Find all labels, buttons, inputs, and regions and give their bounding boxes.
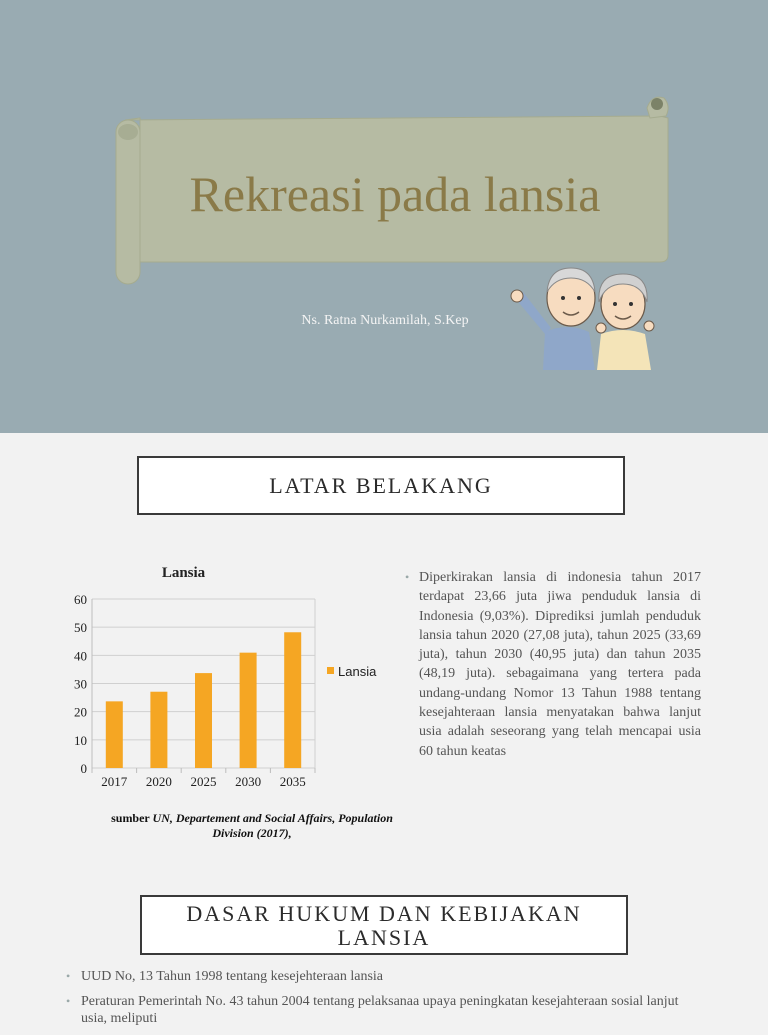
list-item: • Peraturan Pemerintah No. 43 tahun 2004 tentang pelaksanaa upaya peningkatan kesejahteraan sosial lanjut usia, meliputi [66, 993, 706, 1027]
source-prefix: sumber [111, 811, 153, 825]
elderly-couple-illustration [505, 262, 665, 370]
lansia-bar-chart [60, 555, 400, 795]
legend-swatch [327, 667, 334, 674]
section-title-latar-belakang: LATAR BELAKANG [137, 456, 625, 515]
x-tick-label: 2030 [235, 774, 262, 789]
x-tick-label: 2020 [145, 774, 172, 789]
legal-basis-list [66, 968, 706, 1035]
legend-label: Lansia [338, 664, 377, 679]
list-item: • UUD No, 13 Tahun 1998 tentang kesejehteraan lansia [66, 968, 706, 985]
x-tick-label: 2035 [279, 774, 306, 789]
y-tick-label: 60 [74, 592, 87, 607]
source-citation: UN, Departement and Social Affairs, Population Division (2017), [152, 811, 393, 840]
bar [106, 701, 123, 768]
y-tick-label: 40 [74, 648, 87, 664]
y-tick-label: 30 [74, 676, 87, 692]
y-tick-label: 0 [80, 761, 87, 776]
bar [240, 653, 257, 768]
chart-title: Lansia [161, 565, 206, 581]
bar [284, 632, 301, 768]
y-tick-label: 10 [74, 732, 87, 748]
section-title-dasar-hukum: DASAR HUKUM DAN KEBIJAKAN LANSIA [140, 895, 628, 955]
x-tick-label: 2025 [190, 774, 217, 789]
bar [150, 692, 167, 768]
slide-title: Rekreasi pada lansia [189, 166, 601, 222]
x-tick-label: 2017 [101, 774, 128, 789]
y-tick-label: 20 [74, 704, 87, 720]
bar [195, 673, 212, 768]
background-paragraph [405, 568, 701, 761]
chart-source [92, 811, 412, 841]
author-name: Ns. Ratna Nurkamilah, S.Kep [301, 313, 469, 328]
y-tick-label: 50 [74, 620, 87, 636]
paragraph-text: • Diperkirakan lansia di indonesia tahun 2017 terdapat 23,66 juta jiwa penduduk lansia di Indonesia (9,03%). Diprediksi jumlah penduduk lansia tahun 2020 (27,08 juta), tahun 2025 (33,69 juta), tahun 2030 (40,95 juta) dan tahun 2035 (48,19 juta). sebagaimana yang tertera pada undang-undang Nomor 13 Tahun 1988 tentang kesejahteraan lansia menyatakan bahwa lanjut usia adalah seseorang yang telah mencapai usia 60 tahun keatas [419, 570, 701, 759]
title-slide [0, 0, 768, 433]
